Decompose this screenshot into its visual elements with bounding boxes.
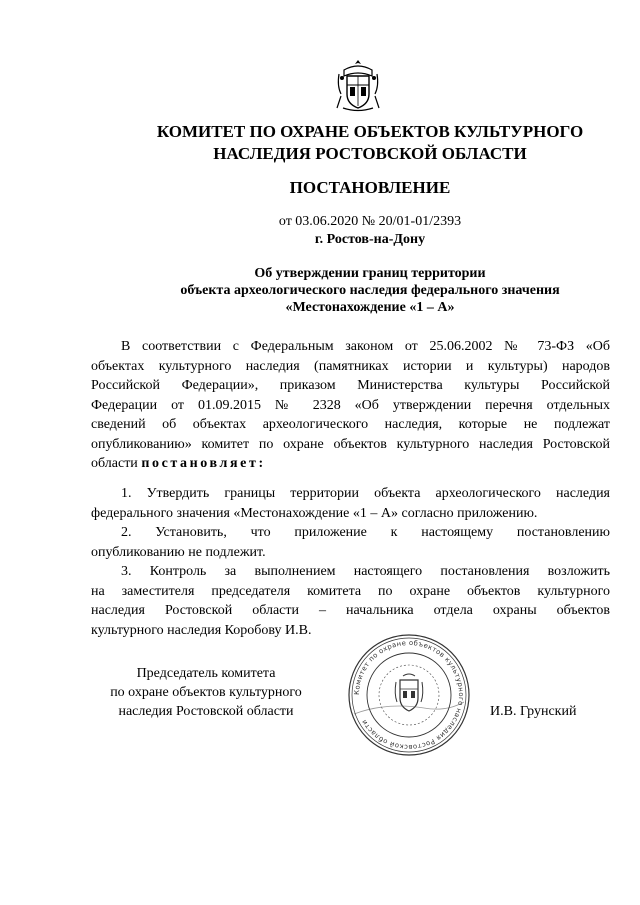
svg-text:Комитет по охране объектов кул: Комитет по охране объектов культурного наследия Ростовской области: [352, 638, 466, 752]
signatory-name: И.В. Грунский: [490, 704, 577, 719]
item3-line1: 3. Контроль за выполнением настоящего постановления возложить: [121, 564, 610, 579]
preamble-line5: сведений об объектах археологического наследия, которые не подлежат: [91, 417, 610, 432]
official-seal-stamp: [346, 632, 472, 758]
item1-line2: федерального значения «Местонахождение «1 – А» согласно приложению.: [91, 505, 538, 521]
item3-line3: наследия Ростовской области – начальника отдела охраны объектов: [91, 603, 610, 618]
preamble-line7-prefix: области: [91, 456, 138, 471]
subject-line2: объекта археологического наследия федерального значения: [180, 283, 560, 298]
preamble-line3: Российской Федерации», приказом Министерства культуры Российской: [91, 378, 610, 393]
committee-name-line2: НАСЛЕДИЯ РОСТОВСКОЙ ОБЛАСТИ: [213, 144, 527, 163]
committee-name-line1: КОМИТЕТ ПО ОХРАНЕ ОБЪЕКТОВ КУЛЬТУРНОГО: [156, 122, 584, 141]
item1-line1: 1. Утвердить границы территории объекта археологического наследия: [121, 486, 610, 501]
item2-line2: опубликованию не подлежит.: [91, 544, 266, 560]
preamble-line6: опубликованию» комитет по охране объектов культурного наследия Ростовской: [91, 436, 610, 452]
preamble-line4: Федерации от 01.09.2015 № 2328 «Об утверждении перечня отдельных: [91, 397, 610, 413]
document-date-number: от 03.06.2020 № 20/01-01/2393: [278, 214, 462, 229]
signatory-position-line2: по охране объектов культурного: [110, 685, 302, 700]
signatory-position-line3: наследия Ростовской области: [118, 704, 294, 719]
signatory-position-line1: Председатель комитета: [136, 666, 276, 681]
preamble-line7: [91, 454, 610, 474]
subject-line3: «Местонахождение «1 – А»: [285, 300, 455, 315]
item2-line1: 2. Установить, что приложение к настоящему постановлению: [121, 525, 610, 540]
seal-emblem-icon: [395, 674, 423, 711]
coat-of-arms-icon: [335, 56, 381, 114]
item3-line2: на заместителя председателя комитета по охране объектов культурного: [91, 583, 610, 599]
preamble-line1: В соответствии с Федеральным законом от 25.06.2002 № 73-ФЗ «Об: [121, 339, 610, 354]
preamble-line2: объектах культурного наследия (памятниках истории и культуры) народов: [91, 358, 610, 374]
document-type: ПОСТАНОВЛЕНИЕ: [289, 178, 451, 197]
resolution-keyword: постановляет:: [141, 456, 266, 471]
subject-line1: Об утверждении границ территории: [254, 266, 486, 281]
item3-line4: культурного наследия Коробову И.В.: [91, 622, 312, 638]
document-city: г. Ростов-на-Дону: [314, 232, 426, 247]
